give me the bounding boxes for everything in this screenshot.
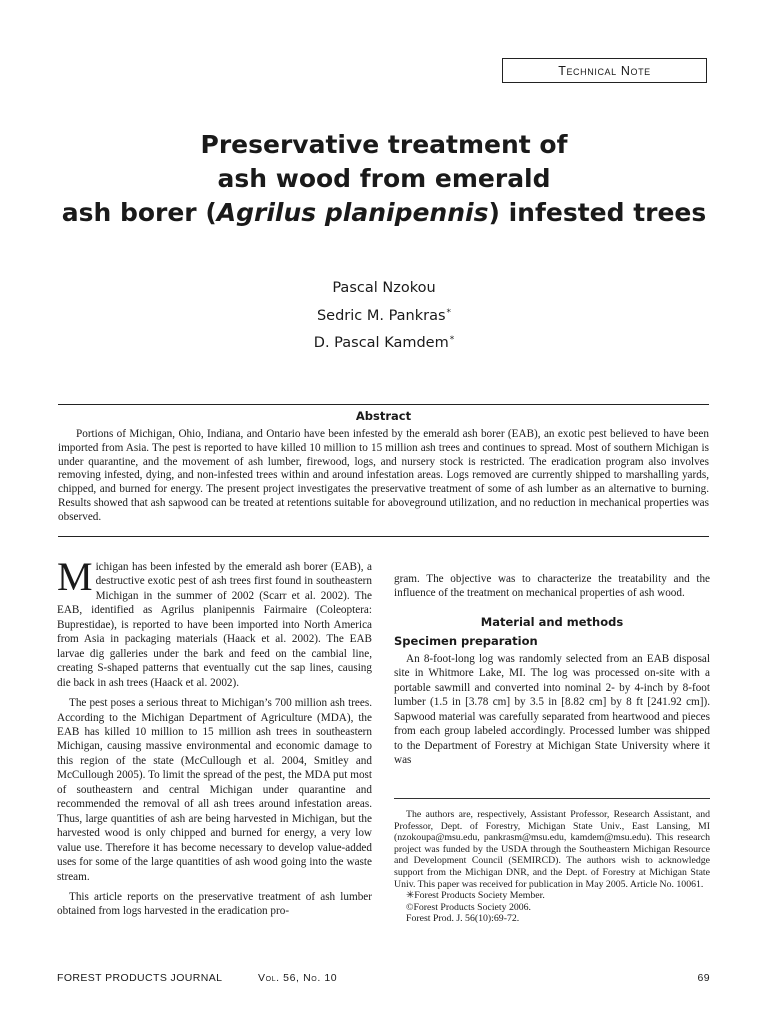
journal-name: FOREST PRODUCTS JOURNAL: [57, 972, 223, 984]
page-footer: [57, 972, 710, 988]
author: [20, 328, 748, 356]
author-name: D. Pascal Kamdem: [313, 335, 449, 351]
page-number: 69: [697, 972, 710, 984]
author-affiliation-note: The authors are, respectively, Assistant Professor, Research Assistant, and Professor, Dept. of Forestry, Michigan State Univ., East Lansing, MI (nzokoupa@msu.edu, pankrasm@msu.edu, kamdem@msu.edu). This research project was funded by the USDA through the Southeastern Michigan Resource and Development Council (SEMIRCD). The authors wish to acknowledge support from the Michigan DNR, and the Dept. of Forestry at Michigan State Univ. This paper was received for publication in May 2005. Article No. 10061.: [394, 809, 710, 890]
copyright-note: ©Forest Products Society 2006.: [406, 901, 532, 913]
author: [20, 276, 748, 301]
intro-paragraph-text: ichigan has been infested by the emerald ash borer (EAB), a destructive exotic pest of ash trees first found in southeastern Michigan in the summer of 2002 (Scarr et al. 2002). The EAB, identified as Agrilus planipennis Fairmaire (Coleoptera: Buprestidae), is reported to have been imported into North America from Asia in packaging materials (Haack et al. 2002). The EAB larvae dig galleries under the bark and feed on the cambial line, creating S-shaped patterns that eventually cut the sap lines, causing die back in ash trees (Haack et al. 2002).: [57, 561, 372, 689]
author-name: Sedric M. Pankras: [316, 307, 446, 324]
title-line-3: [20, 196, 748, 230]
subsection-heading: Specimen preparation: [394, 634, 538, 649]
right-column: [394, 572, 710, 773]
title-species-name: Agrilus planipennis: [216, 198, 489, 227]
body-paragraph: An 8-foot-long log was randomly selected from an EAB disposal site in Whitmore Lake, MI. The log was processed on-site with a portable sawmill and converted into nominal 2- by 4-inch by 8-foot lumber (1.5 in [3.78 cm] by 3.5 in [8.82 cm] by 8 ft [241.92 cm]). Sapwood material was carefully separated from heartwood and pieces from each group labeled accordingly. Processed lumber was shipped to the Department of Forestry at Michigan State University where it was: [394, 652, 710, 766]
citation-note: Forest Prod. J. 56(10):69-72.: [406, 913, 520, 925]
body-paragraph: The pest poses a serious threat to Michigan’s 700 million ash trees. According to the Michigan Department of Agriculture (MDA), the EAB has killed 10 million to 15 million ash trees in southeastern Michigan, causing massive environmental and economic damage to this region of the state (McCullough et al. 2004, Smitley and McCullough 2005). To limit the spread of the pest, the MDA put most of southeastern and central Michigan under quarantine and recommended the removal of all ash trees around infestation areas. Thus, large quantities of ash are being harvested in Michigan, but the harvested wood is only chipped and burned for energy, a very low value use. Therefore it has become necessary to develop value-added uses for some of the large quantities of ash wood going into the waste stream.: [57, 697, 372, 883]
member-note: ✳Forest Products Society Member.: [406, 890, 545, 902]
title-line-3-start: ash borer (: [61, 198, 217, 227]
article-title: [20, 128, 748, 230]
author: [20, 301, 748, 329]
title-line-1: Preservative treatment of: [200, 130, 568, 159]
title-line-2: ash wood from emerald: [217, 164, 551, 193]
abstract-top-rule: [58, 404, 709, 405]
abstract-heading: Abstract: [355, 409, 412, 423]
intro-paragraph: [57, 554, 372, 690]
author-list: [20, 276, 748, 356]
abstract-text: Portions of Michigan, Ohio, Indiana, and Ontario have been infested by the emerald ash borer (EAB), an exotic pest believed to have been imported from Asia. The pest is reported to have killed 10 million to 15 million ash trees and continues to spread. Most of southern Michigan is under quarantine, and the movement of ash lumber, firewood, logs, and nursery stock is restricted. The eradication program also involves removing infested, dying, and non-infested trees within and around infestation areas. Logs removed are currently shipped to marshalling yards, chipped, and burned for energy. The present project investigates the preservative treatment of some of ash lumber as an alternative to burning. Results showed that ash sapwood can be treated at retentions suitable for aboveground utilization, and no reduction in mechanical properties was observed.: [58, 428, 709, 523]
body-paragraph: gram. The objective was to characterize the treatability and the influence of the treatment on mechanical properties of ash wood.: [394, 573, 710, 600]
footnote-divider: [394, 798, 710, 799]
drop-cap: M: [57, 554, 93, 599]
body-paragraph: This article reports on the preservative treatment of ash lumber obtained from logs harvested in the eradication pro-: [57, 890, 372, 918]
member-mark: *: [449, 335, 455, 345]
title-line-3-end: ) infested trees: [488, 198, 707, 227]
technical-note-label: Technical Note: [502, 58, 707, 83]
left-column: [57, 554, 372, 925]
section-heading: Material and methods: [480, 614, 624, 629]
author-name: Pascal Nzokou: [332, 280, 436, 296]
abstract-bottom-rule: [58, 536, 709, 537]
footnotes: [394, 809, 710, 925]
member-mark: *: [446, 307, 452, 318]
volume-issue: Vol. 56, No. 10: [258, 972, 338, 984]
